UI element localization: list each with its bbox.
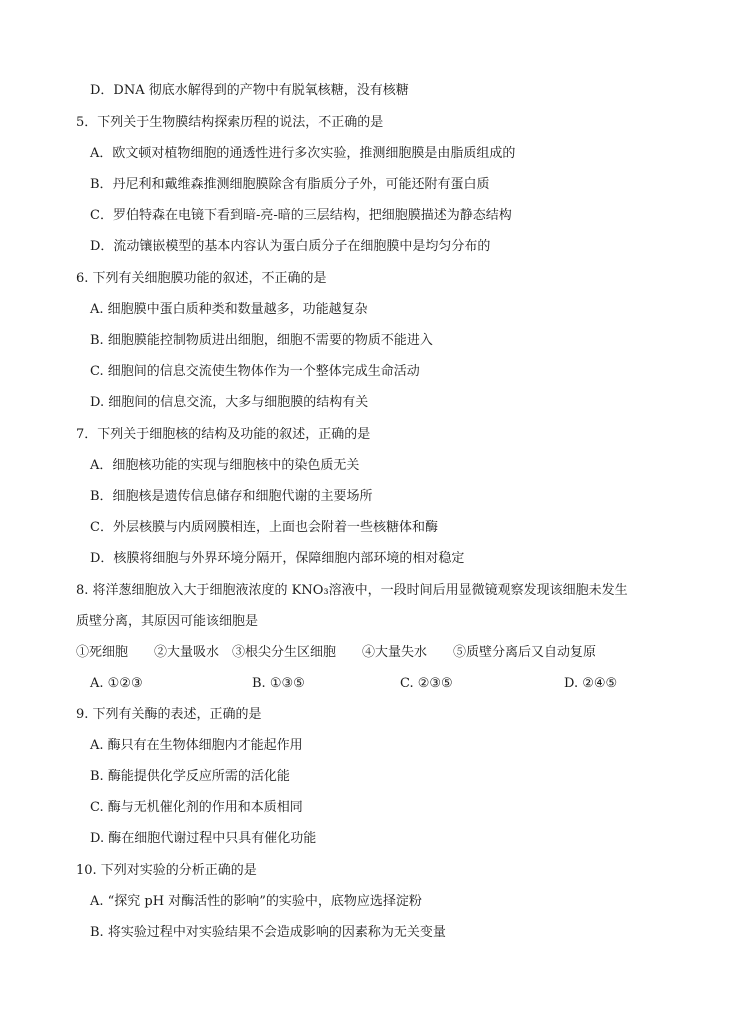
q9-option-c: C. 酶与无机催化剂的作用和本质相同 xyxy=(90,800,303,815)
q8-choices: ①死细胞 ②大量吸水 ③根尖分生区细胞 ④大量失水 ⑤质壁分离后又自动复原 xyxy=(76,645,597,660)
q6-option-a: A. 细胞膜中蛋白质种类和数量越多，功能越复杂 xyxy=(90,302,368,317)
q6-option-c: C. 细胞间的信息交流使生物体作为一个整体完成生命活动 xyxy=(90,364,420,379)
q10-option-a: A. “探究 pH 对酶活性的影响”的实验中，底物应选择淀粉 xyxy=(90,894,422,909)
q9-option-a: A. 酶只有在生物体细胞内才能起作用 xyxy=(90,738,303,753)
q7-option-a: A．细胞核功能的实现与细胞核中的染色质无关 xyxy=(90,458,360,473)
q5-stem: 5．下列关于生物膜结构探索历程的说法，不正确的是 xyxy=(76,115,384,130)
q5-option-d: D．流动镶嵌模型的基本内容认为蛋白质分子在细胞膜中是均匀分布的 xyxy=(90,239,491,254)
q4-option-d: D．DNA 彻底水解得到的产物中有脱氧核糖，没有核糖 xyxy=(90,83,409,98)
q7-option-b: B．细胞核是遗传信息储存和细胞代谢的主要场所 xyxy=(90,489,373,504)
q8-options-row xyxy=(90,674,650,694)
q9-stem: 9. 下列有关酶的表述，正确的是 xyxy=(76,707,262,722)
q8-option-b: B. ①③⑤ xyxy=(252,676,305,691)
q6-option-d: D. 细胞间的信息交流，大多与细胞膜的结构有关 xyxy=(90,395,369,410)
q9-option-d: D. 酶在细胞代谢过程中只具有催化功能 xyxy=(90,831,317,846)
q5-option-a: A．欧文顿对植物细胞的通透性进行多次实验，推测细胞膜是由脂质组成的 xyxy=(90,146,516,161)
q6-stem: 6. 下列有关细胞膜功能的叙述，不正确的是 xyxy=(76,271,327,286)
q5-option-b: B．丹尼利和戴维森推测细胞膜除含有脂质分子外，可能还附有蛋白质 xyxy=(90,177,490,192)
q8-option-d: D. ②④⑤ xyxy=(564,676,618,691)
q6-option-b: B. 细胞膜能控制物质进出细胞，细胞不需要的物质不能进入 xyxy=(90,333,433,348)
q10-option-b: B. 将实验过程中对实验结果不会造成影响的因素称为无关变量 xyxy=(90,925,446,940)
q5-option-c: C．罗伯特森在电镜下看到暗-亮-暗的三层结构，把细胞膜描述为静态结构 xyxy=(90,208,512,223)
q9-option-b: B. 酶能提供化学反应所需的活化能 xyxy=(90,769,290,784)
q7-option-d: D．核膜将细胞与外界环境分隔开，保障细胞内部环境的相对稳定 xyxy=(90,551,465,566)
q8-stem-line2: 质壁分离，其原因可能该细胞是 xyxy=(76,614,259,629)
q7-option-c: C．外层核膜与内质网膜相连，上面也会附着一些核糖体和酶 xyxy=(90,520,438,535)
q8-stem-line1: 8. 将洋葱细胞放入大于细胞液浓度的 KNO₃溶液中，一段时间后用显微镜观察发现该细胞未发生 xyxy=(76,583,628,598)
q7-stem: 7．下列关于细胞核的结构及功能的叙述，正确的是 xyxy=(76,427,371,442)
q8-option-a: A. ①②③ xyxy=(90,676,143,691)
q10-stem: 10. 下列对实验的分析正确的是 xyxy=(76,863,257,878)
q8-option-c: C. ②③⑤ xyxy=(400,676,453,691)
